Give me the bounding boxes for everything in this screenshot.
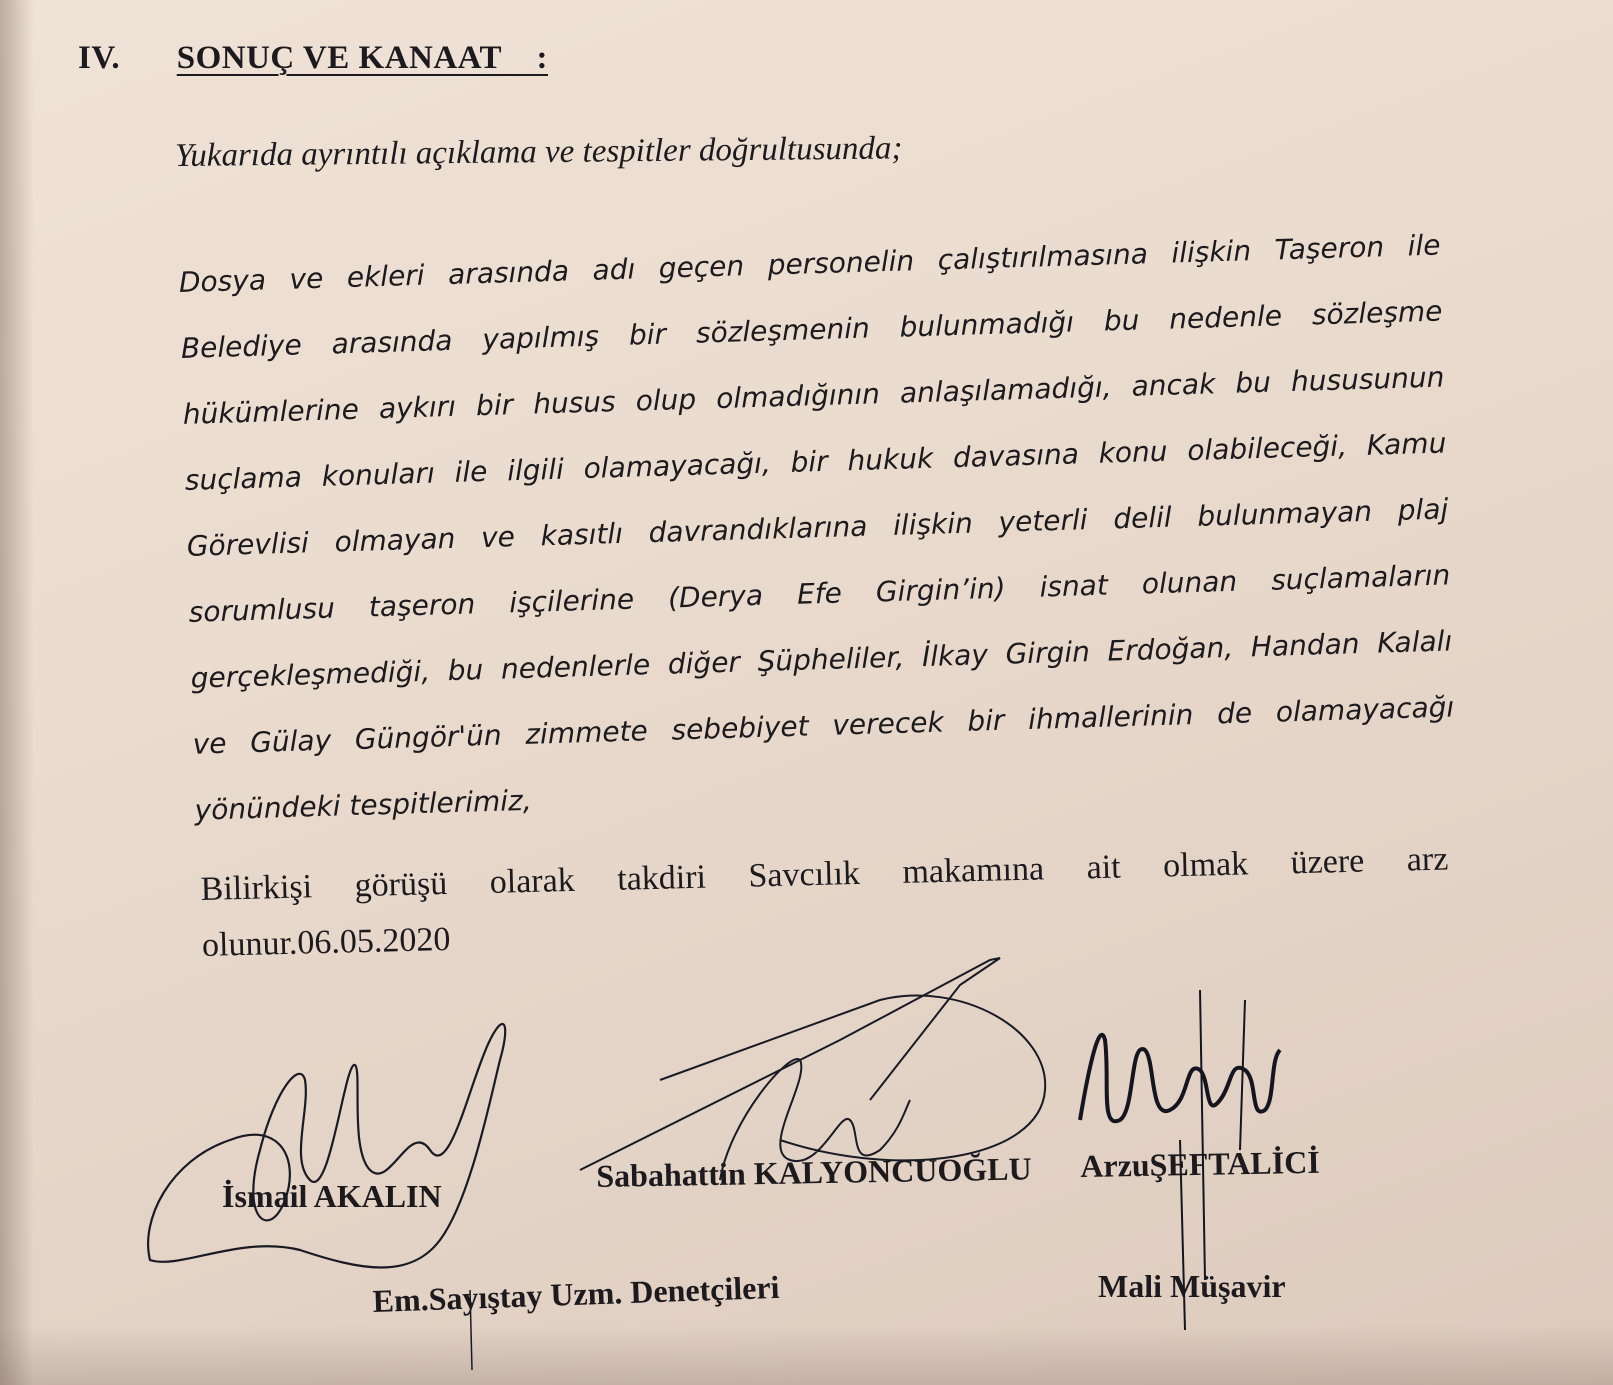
paragraph-line: suçlama konuları ile ilgili olamayacağı, bir hukuk davasına konu olabileceği, Kamu bbox=[184, 426, 1447, 497]
closing-date-line: olunur.06.05.2020 bbox=[201, 920, 451, 964]
closing-line: Bilirkişi görüşü olarak takdiri Savcılık makamına ait olmak üzere arz bbox=[200, 840, 1449, 908]
signature-akalin bbox=[148, 1024, 505, 1268]
signatory-name-kalyoncuoglu: Sabahattin KALYONCUOĞLU bbox=[596, 1150, 1032, 1194]
signature-kalyoncuoglu bbox=[580, 958, 1045, 1180]
signatory-role-accountant: Mali Müşavir bbox=[1098, 1268, 1286, 1304]
paragraph-line: ve Gülay Güngör'ün zimmete sebebiyet verecek bir ihmallerinin de olamayacağı bbox=[192, 690, 1455, 761]
signatory-name-seftalici: ArzuŞEFTALİCİ bbox=[1080, 1143, 1321, 1184]
conclusion-paragraph bbox=[178, 213, 1457, 844]
section-number: IV. bbox=[78, 40, 121, 76]
paragraph-line: Görevlisi olmayan ve kasıtlı davrandıklarına ilişkin yeterli delil bulunmayan plaj bbox=[186, 492, 1449, 563]
paragraph-line: Dosya ve ekleri arasında adı geçen personelin çalıştırılmasına ilişkin Taşeron ile bbox=[178, 228, 1441, 299]
paragraph-line: sorumlusu taşeron işçilerine (Derya Efe Girgin’in) isnat olunan suçlamaların bbox=[188, 558, 1451, 629]
page-edge-shadow bbox=[0, 0, 34, 1385]
page-bottom-shadow bbox=[0, 1325, 1613, 1385]
section-title: SONUÇ VE KANAAT : bbox=[176, 40, 548, 76]
section-heading bbox=[78, 40, 548, 77]
paragraph-line: hükümlerine aykırı bir husus olup olmadığının anlaşılamadığı, ancak bu hususunun bbox=[182, 360, 1445, 431]
signatory-name-akalin: İsmail AKALIN bbox=[222, 1178, 442, 1214]
closing-statement bbox=[200, 832, 1450, 974]
paragraph-line: Belediye arasında yapılmış bir sözleşmenin bulunmadığı bu nedenle sözleşme bbox=[180, 294, 1443, 365]
paragraph-line: gerçekleşmediği, bu nedenlerle diğer Şüpheliler, İlkay Girgin Erdoğan, Handan Kalalı bbox=[190, 624, 1453, 695]
signature-seftalici bbox=[1080, 1035, 1280, 1121]
signatory-role-auditors: Em.Sayıştay Uzm. Denetçileri bbox=[372, 1268, 781, 1319]
intro-text: Yukarıda ayrıntılı açıklama ve tespitler doğrultusunda; bbox=[174, 130, 903, 174]
paragraph-line: yönündeki tespitlerimiz, bbox=[194, 783, 533, 827]
